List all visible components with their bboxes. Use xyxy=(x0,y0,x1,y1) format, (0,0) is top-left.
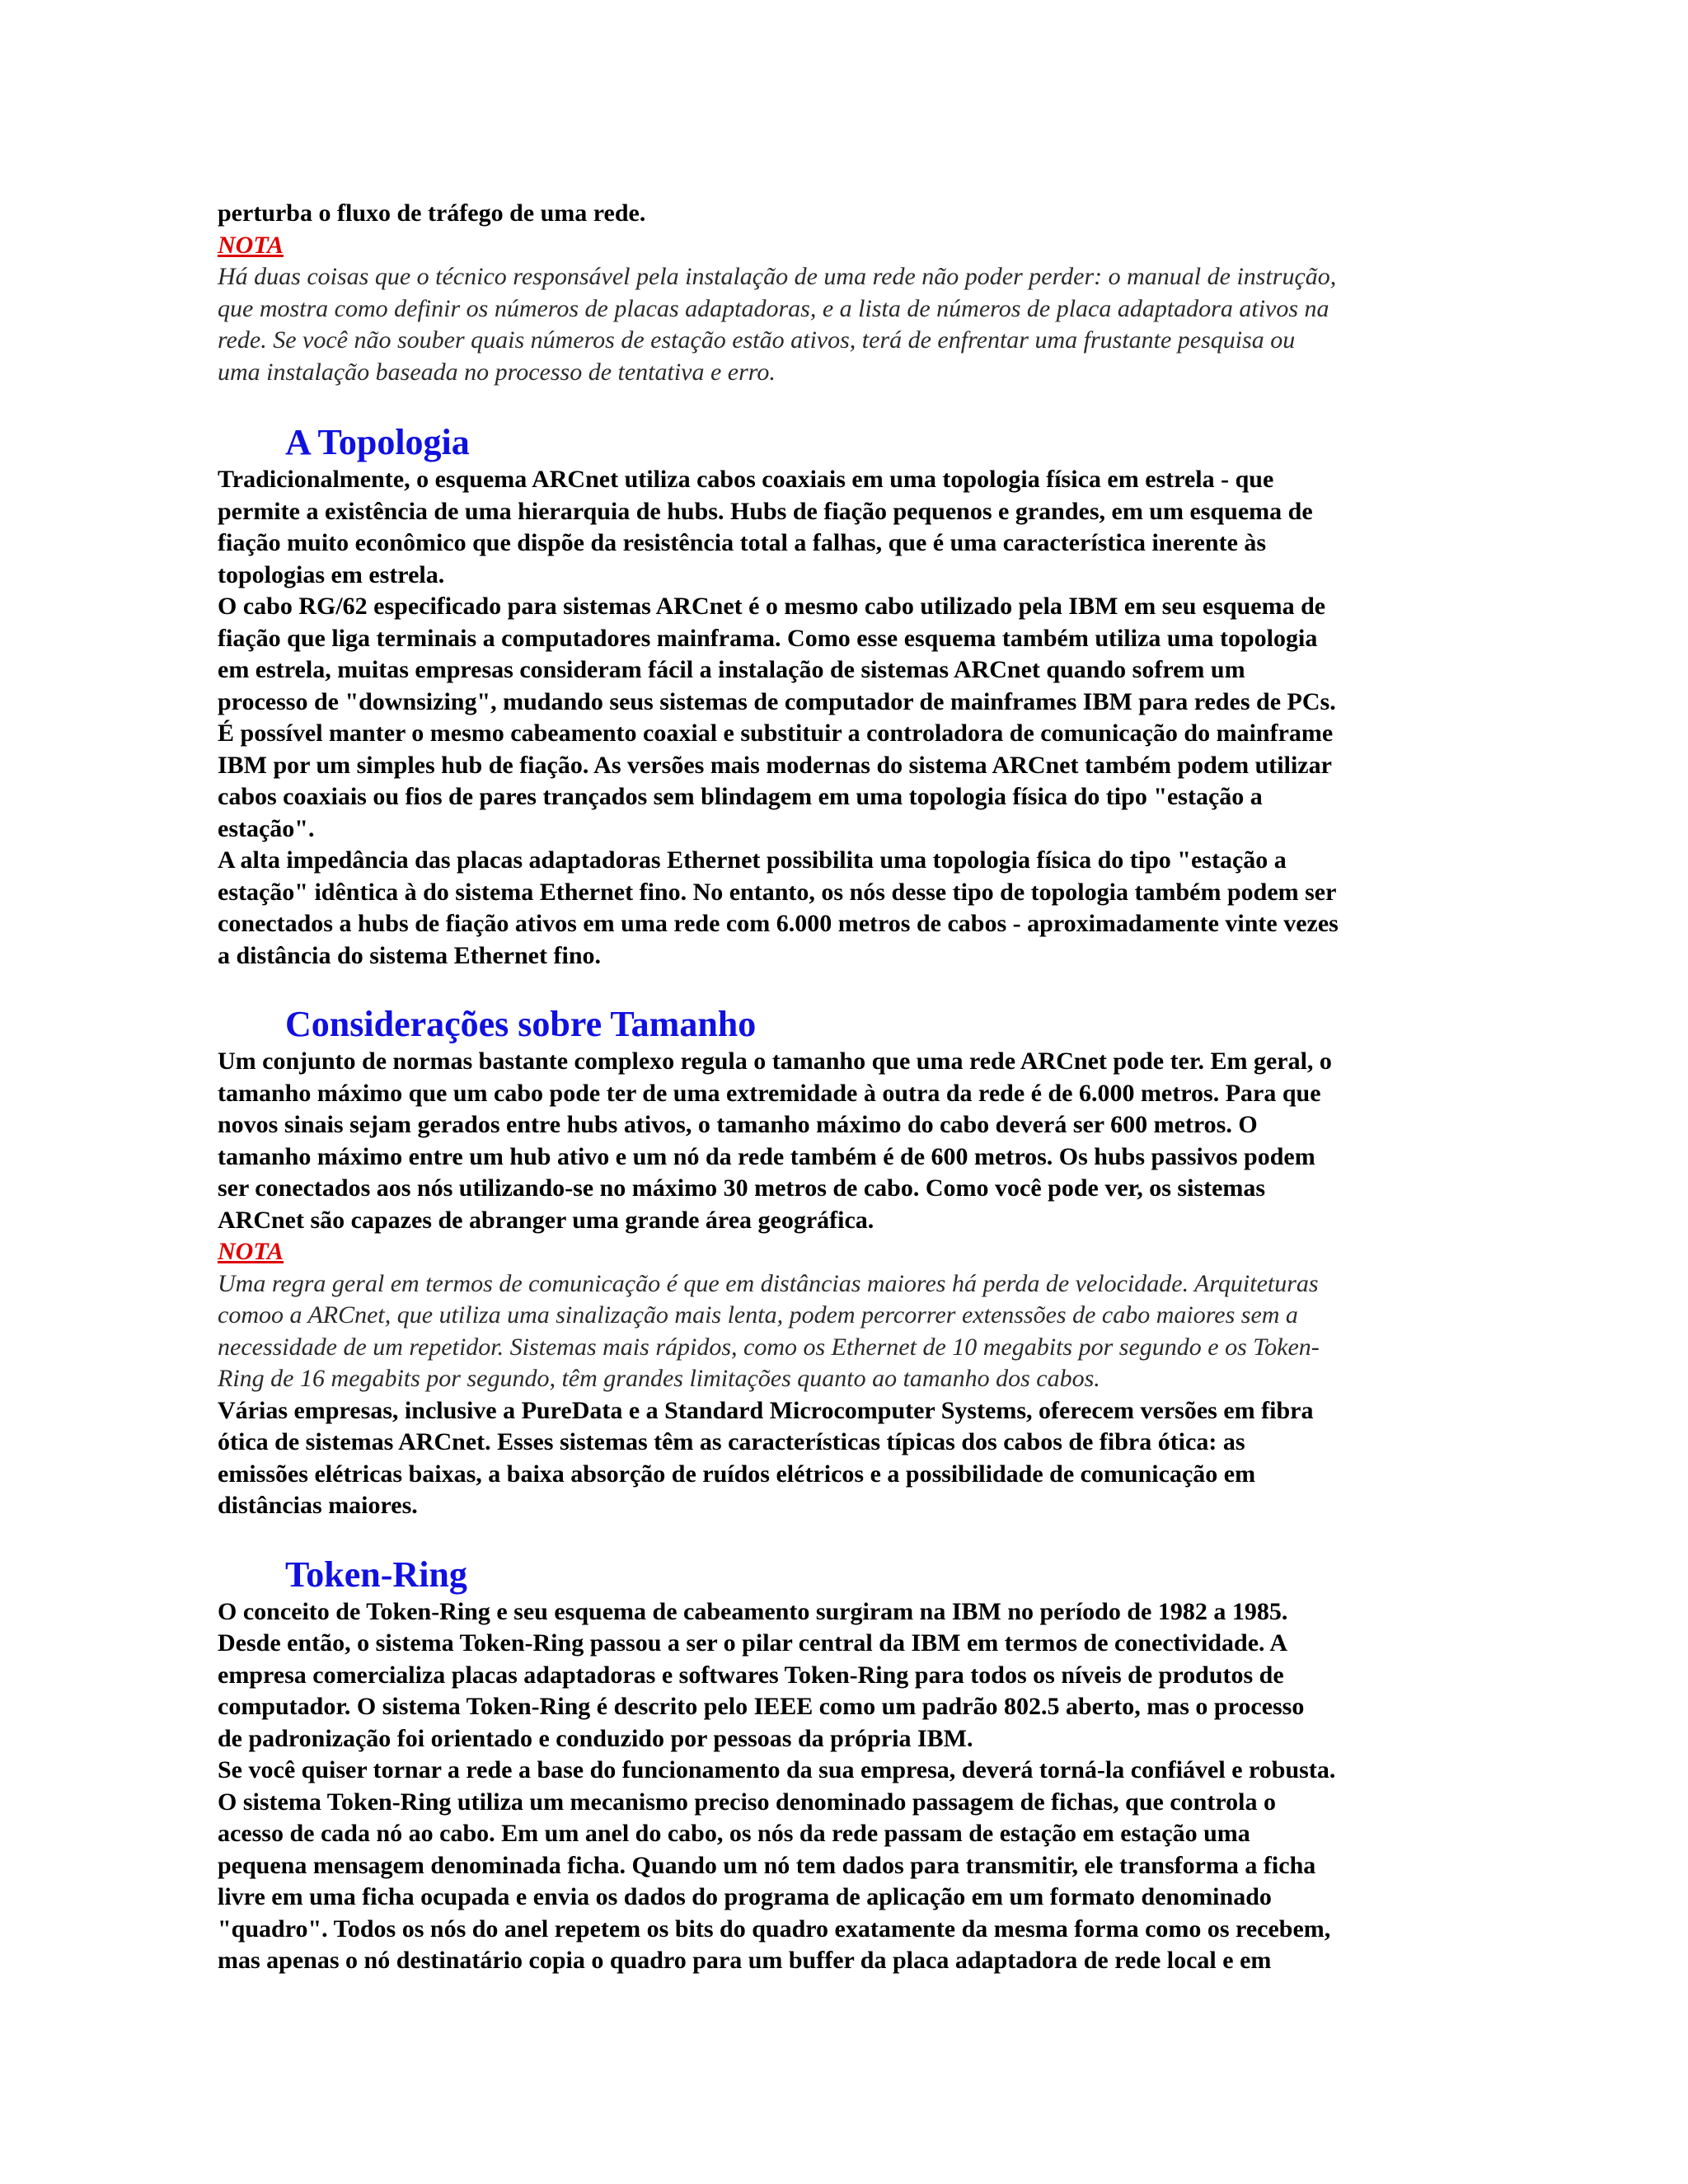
note-label: NOTA xyxy=(218,1238,284,1265)
paragraph: Tradicionalmente, o esquema ARCnet utiliza cabos coaxiais em uma topologia física em estrela - que permite a existência de uma hierarquia de hubs. Hubs de fiação pequenos e grandes, em um esquema de fiação muito econômico que dispõe da resistência total a falhas, que é uma característica inerente às topologias em estrela. xyxy=(218,466,1313,588)
paragraph: O conceito de Token-Ring e seu esquema de cabeamento surgiram na IBM no período de 1982 a 1985. Desde então, o sistema Token-Ring passou a ser o pilar central da IBM em termos de conectividade. A empresa comercializa placas adaptadoras e softwares Token-Ring para todos os níveis de produtos de computador. O sistema Token-Ring é descrito pelo IEEE como um padrão 802.5 aberto, mas o processo de padronização foi orientado e conduzido por pessoas da própria IBM. xyxy=(218,1597,1305,1752)
section-heading-topologia: A Topologia xyxy=(285,422,470,462)
paragraph: Várias empresas, inclusive a PureData e a Standard Microcomputer Systems, oferecem versões em fibra ótica de sistemas ARCnet. Esses sistemas têm as características típicas dos cabos de fibra ótica: as emissões elétricas baixas, a baixa absorção de ruídos elétricos e a possibilidade de comunicação em distâncias maiores. xyxy=(218,1396,1314,1519)
note-text: Uma regra geral em termos de comunicação é que em distâncias maiores há perda de velocidade. Arquiteturas comoo a ARCnet, que utiliza uma sinalização mais lenta, podem percorrer extenssões de cabo maiores sem a necessidade de um repetidor. Sistemas mais rápidos, como os Ethernet de 10 megabits por segundo e os Token- Ring de 16 megabits por segundo, têm grandes limitações quanto ao tamanho dos cabos. xyxy=(218,1269,1320,1392)
paragraph: Um conjunto de normas bastante complexo regula o tamanho que uma rede ARCnet pode ter. Em geral, o tamanho máximo que um cabo pode ter de uma extremidade à outra da rede é de 6.000 metros. Para que novos sinais sejam gerados entre hubs ativos, o tamanho máximo do cabo deverá ser 600 metros. O tamanho máximo entre um hub ativo e um nó da rede também é de 600 metros. Os hubs passivos podem ser conectados aos nós utilizando-se no máximo 30 metros de cabo. Como você pode ver, os sistemas ARCnet são capazes de abranger uma grande área geográfica. xyxy=(218,1047,1332,1234)
paragraph: A alta impedância das placas adaptadoras Ethernet possibilita uma topologia física do tipo "estação a estação" idêntica à do sistema Ethernet fino. No entanto, os nós desse tipo de topologia também podem ser conectados a hubs de fiação ativos em uma rede com 6.000 metros de cabos - aproximadamente vinte vezes a distância do sistema Ethernet fino. xyxy=(218,846,1339,969)
section-heading-token-ring: Token-Ring xyxy=(285,1554,467,1595)
paragraph: O cabo RG/62 especificado para sistemas ARCnet é o mesmo cabo utilizado pela IBM em seu esquema de fiação que liga terminais a computadores mainframa. Como esse esquema também utiliza uma topologia em estrela, muitas empresas consideram fácil a instalação de sistemas ARCnet quando sofrem um processo de "downsizing", mudando seus sistemas de computador de mainframes IBM para redes de PCs. É possível manter o mesmo cabeamento coaxial e substituir a controladora de comunicação do mainframe IBM por um simples hub de fiação. As versões mais modernas do sistema ARCnet também podem utilizar cabos coaxiais ou fios de pares trançados sem blindagem em uma topologia física do tipo "estação a estação". xyxy=(218,593,1336,842)
paragraph: Se você quiser tornar a rede a base do funcionamento da sua empresa, deverá torná-la confiável e robusta. O sistema Token-Ring utiliza um mecanismo preciso denominado passagem de fichas, que controla o acesso de cada nó ao cabo. Em um anel do cabo, os nós da rede passam de estação em estação uma pequena mensagem denominada ficha. Quando um nó tem dados para transmitir, ele transforma a ficha livre em uma ficha ocupada e envia os dados do programa de aplicação em um formato denominado "quadro". Todos os nós do anel repetem os bits do quadro exatamente da mesma forma como os recebem, mas apenas o nó destinatário copia o quadro para um buffer da placa adaptadora de rede local e em xyxy=(218,1756,1336,1974)
document-page xyxy=(218,198,1503,1977)
intro-continuation: perturba o fluxo de tráfego de uma rede. xyxy=(218,199,646,227)
section-heading-tamanho: Considerações sobre Tamanho xyxy=(285,1004,757,1044)
note-label: NOTA xyxy=(218,231,284,259)
note-text: Há duas coisas que o técnico responsável pela instalação de uma rede não poder perder: o manual de instrução, que mostra como definir os números de placas adaptadoras, e a lista de números de placa adaptadora ativos na rede. Se você não souber quais números de estação estão ativos, terá de enfrentar uma frustante pesquisa ou uma instalação baseada no processo de tentativa e erro. xyxy=(218,263,1337,386)
